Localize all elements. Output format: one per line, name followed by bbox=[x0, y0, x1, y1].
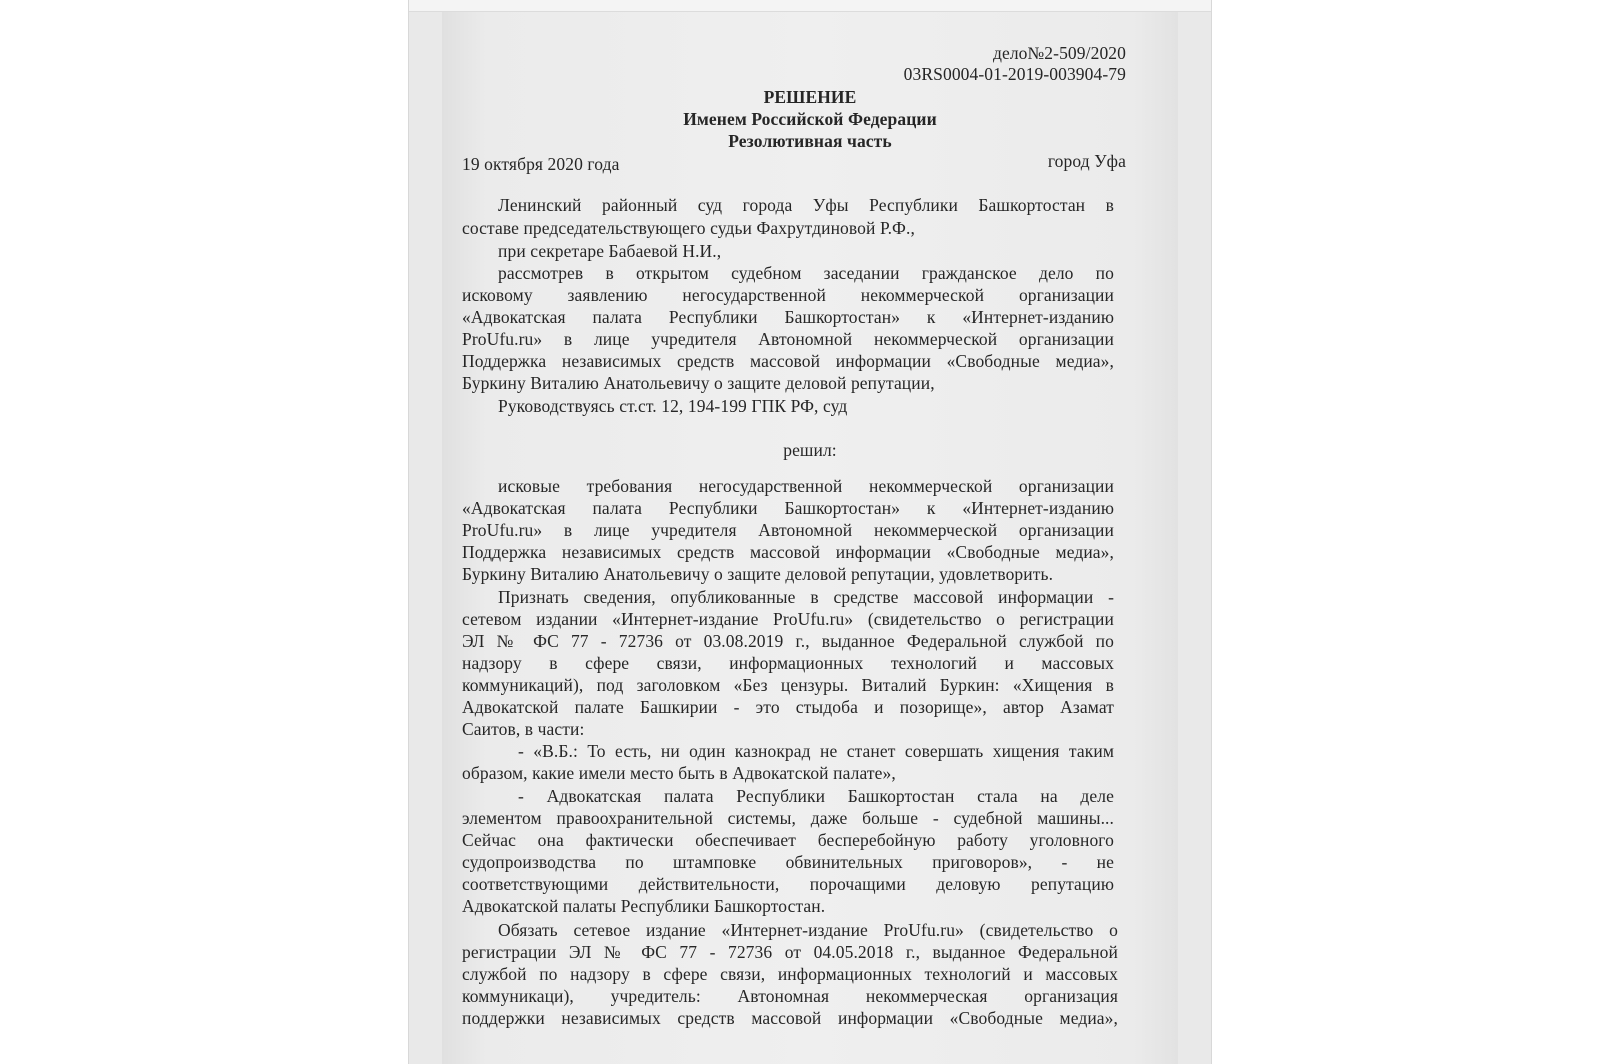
body-line: Обязать сетевое издание «Интернет-издание ProUfu.ru» (свидетельство о bbox=[498, 920, 1118, 940]
body-line: ProUfu.ru» в лице учредителя Автономной некоммерческой организации bbox=[462, 329, 1114, 349]
body-line: рассмотрев в открытом судебном заседании гражданское дело по bbox=[498, 263, 1114, 283]
body-line: «Адвокатская палата Республики Башкортостан» к «Интернет-изданию bbox=[462, 498, 1114, 518]
body-line: сетевом издании «Интернет-издание ProUfu.ru» (свидетельство о регистрации bbox=[462, 609, 1114, 629]
body-line: Поддержка независимых средств массовой информации «Свободные медиа», bbox=[462, 351, 1114, 371]
body-line: Адвокатской палаты Республики Башкортостан. bbox=[462, 896, 826, 916]
document-city: город Уфа bbox=[1047, 151, 1126, 171]
body-line: Саитов, в части: bbox=[462, 719, 585, 739]
body-line: Ленинский районный суд города Уфы Республики Башкортостан в bbox=[498, 195, 1114, 215]
body-line: Буркину Виталию Анатольевичу о защите деловой репутации, удовлетворить. bbox=[462, 564, 1054, 584]
body-line: исковые требования негосударственной некоммерческой организации bbox=[498, 476, 1114, 496]
body-line: Сейчас она фактически обеспечивает бесперебойную работу уголовного bbox=[462, 830, 1114, 850]
document-date: 19 октября 2020 года bbox=[462, 154, 620, 174]
body-line: судопроизводства по штамповке обвинительных приговоров», - не bbox=[462, 852, 1114, 872]
case-id: 03RS0004-01-2019-003904-79 bbox=[903, 64, 1126, 84]
body-line: ProUfu.ru» в лице учредителя Автономной некоммерческой организации bbox=[462, 520, 1114, 540]
body-line: Признать сведения, опубликованные в средстве массовой информации - bbox=[498, 587, 1114, 607]
scanned-document-page bbox=[442, 12, 1178, 1064]
body-line: коммуникаций), под заголовком «Без цензуры. Виталий Буркин: «Хищения в bbox=[462, 675, 1114, 695]
body-line: - «В.Б.: То есть, ни один казнокрад не станет совершать хищения таким bbox=[518, 741, 1114, 761]
body-line: Поддержка независимых средств массовой информации «Свободные медиа», bbox=[462, 542, 1114, 562]
body-line: поддержки независимых средств массовой информации «Свободные медиа», bbox=[462, 1008, 1118, 1028]
body-line: - Адвокатская палата Республики Башкортостан стала на деле bbox=[518, 786, 1114, 806]
decision-heading: решил: bbox=[783, 440, 837, 460]
body-line: коммуникаци), учредитель: Автономная некоммерческая организация bbox=[462, 986, 1118, 1006]
body-line: при секретаре Бабаевой Н.И., bbox=[498, 241, 722, 261]
body-line: соответствующими действительности, порочащими деловую репутацию bbox=[462, 874, 1114, 894]
document-part: Резолютивная часть bbox=[728, 131, 892, 151]
body-line: элементом правоохранительной системы, даже больше - судебной машины... bbox=[462, 808, 1114, 828]
case-number: дело№2-509/2020 bbox=[992, 43, 1126, 63]
body-line: службой по надзору в сфере связи, информационных технологий и массовых bbox=[462, 964, 1118, 984]
body-line: надзору в сфере связи, информационных технологий и массовых bbox=[462, 653, 1114, 673]
body-line: образом, какие имели место быть в Адвокатской палате», bbox=[462, 763, 896, 783]
body-line: Адвокатской палате Башкирии - это стыдоба и позорище», автор Азамат bbox=[462, 697, 1114, 717]
body-line: ЭЛ № ФС 77 - 72736 от 03.08.2019 г., выданное Федеральной службой по bbox=[462, 631, 1114, 651]
body-line: регистрации ЭЛ № ФС 77 - 72736 от 04.05.2018 г., выданное Федеральной bbox=[462, 942, 1118, 962]
body-line: Руководствуясь ст.ст. 12, 194-199 ГПК РФ, суд bbox=[498, 396, 848, 416]
body-line: исковому заявлению негосударственной некоммерческой организации bbox=[462, 285, 1114, 305]
body-line: составе председательствующего судьи Фахрутдиновой Р.Ф., bbox=[462, 218, 915, 238]
document-viewer bbox=[408, 0, 1212, 1064]
body-line: Буркину Виталию Анатольевичу о защите деловой репутации, bbox=[462, 373, 935, 393]
body-line: «Адвокатская палата Республики Башкортостан» к «Интернет-изданию bbox=[462, 307, 1114, 327]
document-subtitle: Именем Российской Федерации bbox=[683, 109, 937, 129]
document-title: РЕШЕНИЕ bbox=[763, 87, 857, 107]
viewer-top-border bbox=[409, 0, 1211, 12]
